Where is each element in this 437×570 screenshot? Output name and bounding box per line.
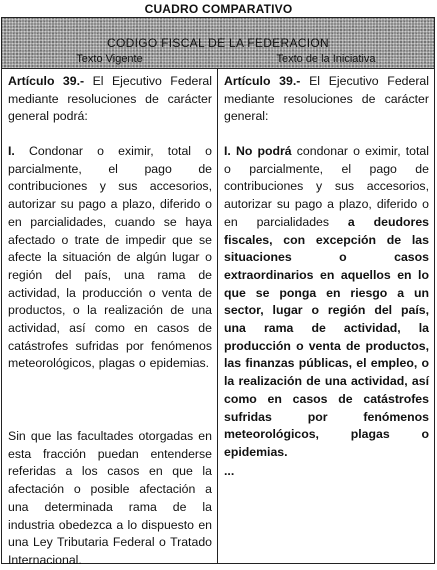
left-fraction-text: Condonar o eximir, total o parcialmente, el pago de contribuciones y sus accesorios, autorizar su pago a plazo, diferido o en parcialidades, cuando se haya afectado o trate de impedir que se afecte la situación de algún lugar o región del país, una rama de actividad, la producción o venta de productos, o la realización de una actividad, así como en casos de catástrofes sufridas por fenómenos meteorológicos, plagas o epidemias.	[8, 144, 212, 371]
column-header-initiative-text: Texto de la Iniciativa	[276, 53, 376, 65]
right-ellipsis	[224, 463, 429, 481]
column-header-current-text: Texto Vigente	[76, 53, 143, 65]
right-fraction-text: condonar o eximir, total o parcialmente, el pago de contribuciones y sus accesorios, autorizar su pago a plazo, diferido o en parcialidades	[224, 144, 429, 229]
left-intro-text: El Ejecutivo Federal mediante resoluciones de carácter general podrá:	[8, 74, 213, 124]
left-last-text: Sin que las facultades otorgadas en esta fracción puedan entenderse referidas a los casos en que la afectación o posible afectación a una determinada rama de la industria obedezca a lo dispuesto en una Ley Tributaria Federal o Tratado Internacional.	[8, 429, 212, 567]
left-fraction-label: I.	[8, 144, 15, 158]
left-fraction-paragraph	[8, 143, 212, 373]
page-title: CUADRO COMPARATIVO	[144, 2, 293, 16]
right-fraction-paragraph	[224, 143, 429, 462]
right-fraction-bold-text: a deudores fiscales, con excepción de las situaciones o casos extraordinarios en aquellos en lo que se ponga en riesgo a un sector, lugar o región del país, una rama de actividad, la producción o venta de productos, las finanzas públicas, el empleo, o la realización de una actividad, así como en casos de catástrofes sufridas por fenómenos meteorológicos, plagas o epidemias.	[224, 214, 429, 459]
right-intro-paragraph	[224, 73, 429, 126]
left-intro-paragraph	[8, 73, 212, 126]
right-ellipsis-text: ...	[224, 464, 235, 478]
right-fraction-label: I. No podrá	[224, 144, 292, 158]
code-title: CODIGO FISCAL DE LA FEDERACION	[107, 36, 329, 50]
header-band	[2, 18, 434, 69]
left-last-paragraph	[8, 428, 212, 570]
right-intro-text: El Ejecutivo Federal mediante resoluciones de carácter general:	[224, 74, 430, 124]
comparison-table	[1, 17, 435, 567]
left-article-label: Artículo 39.-	[8, 74, 85, 88]
right-article-label: Artículo 39.-	[224, 74, 301, 88]
column-divider	[217, 68, 218, 563]
